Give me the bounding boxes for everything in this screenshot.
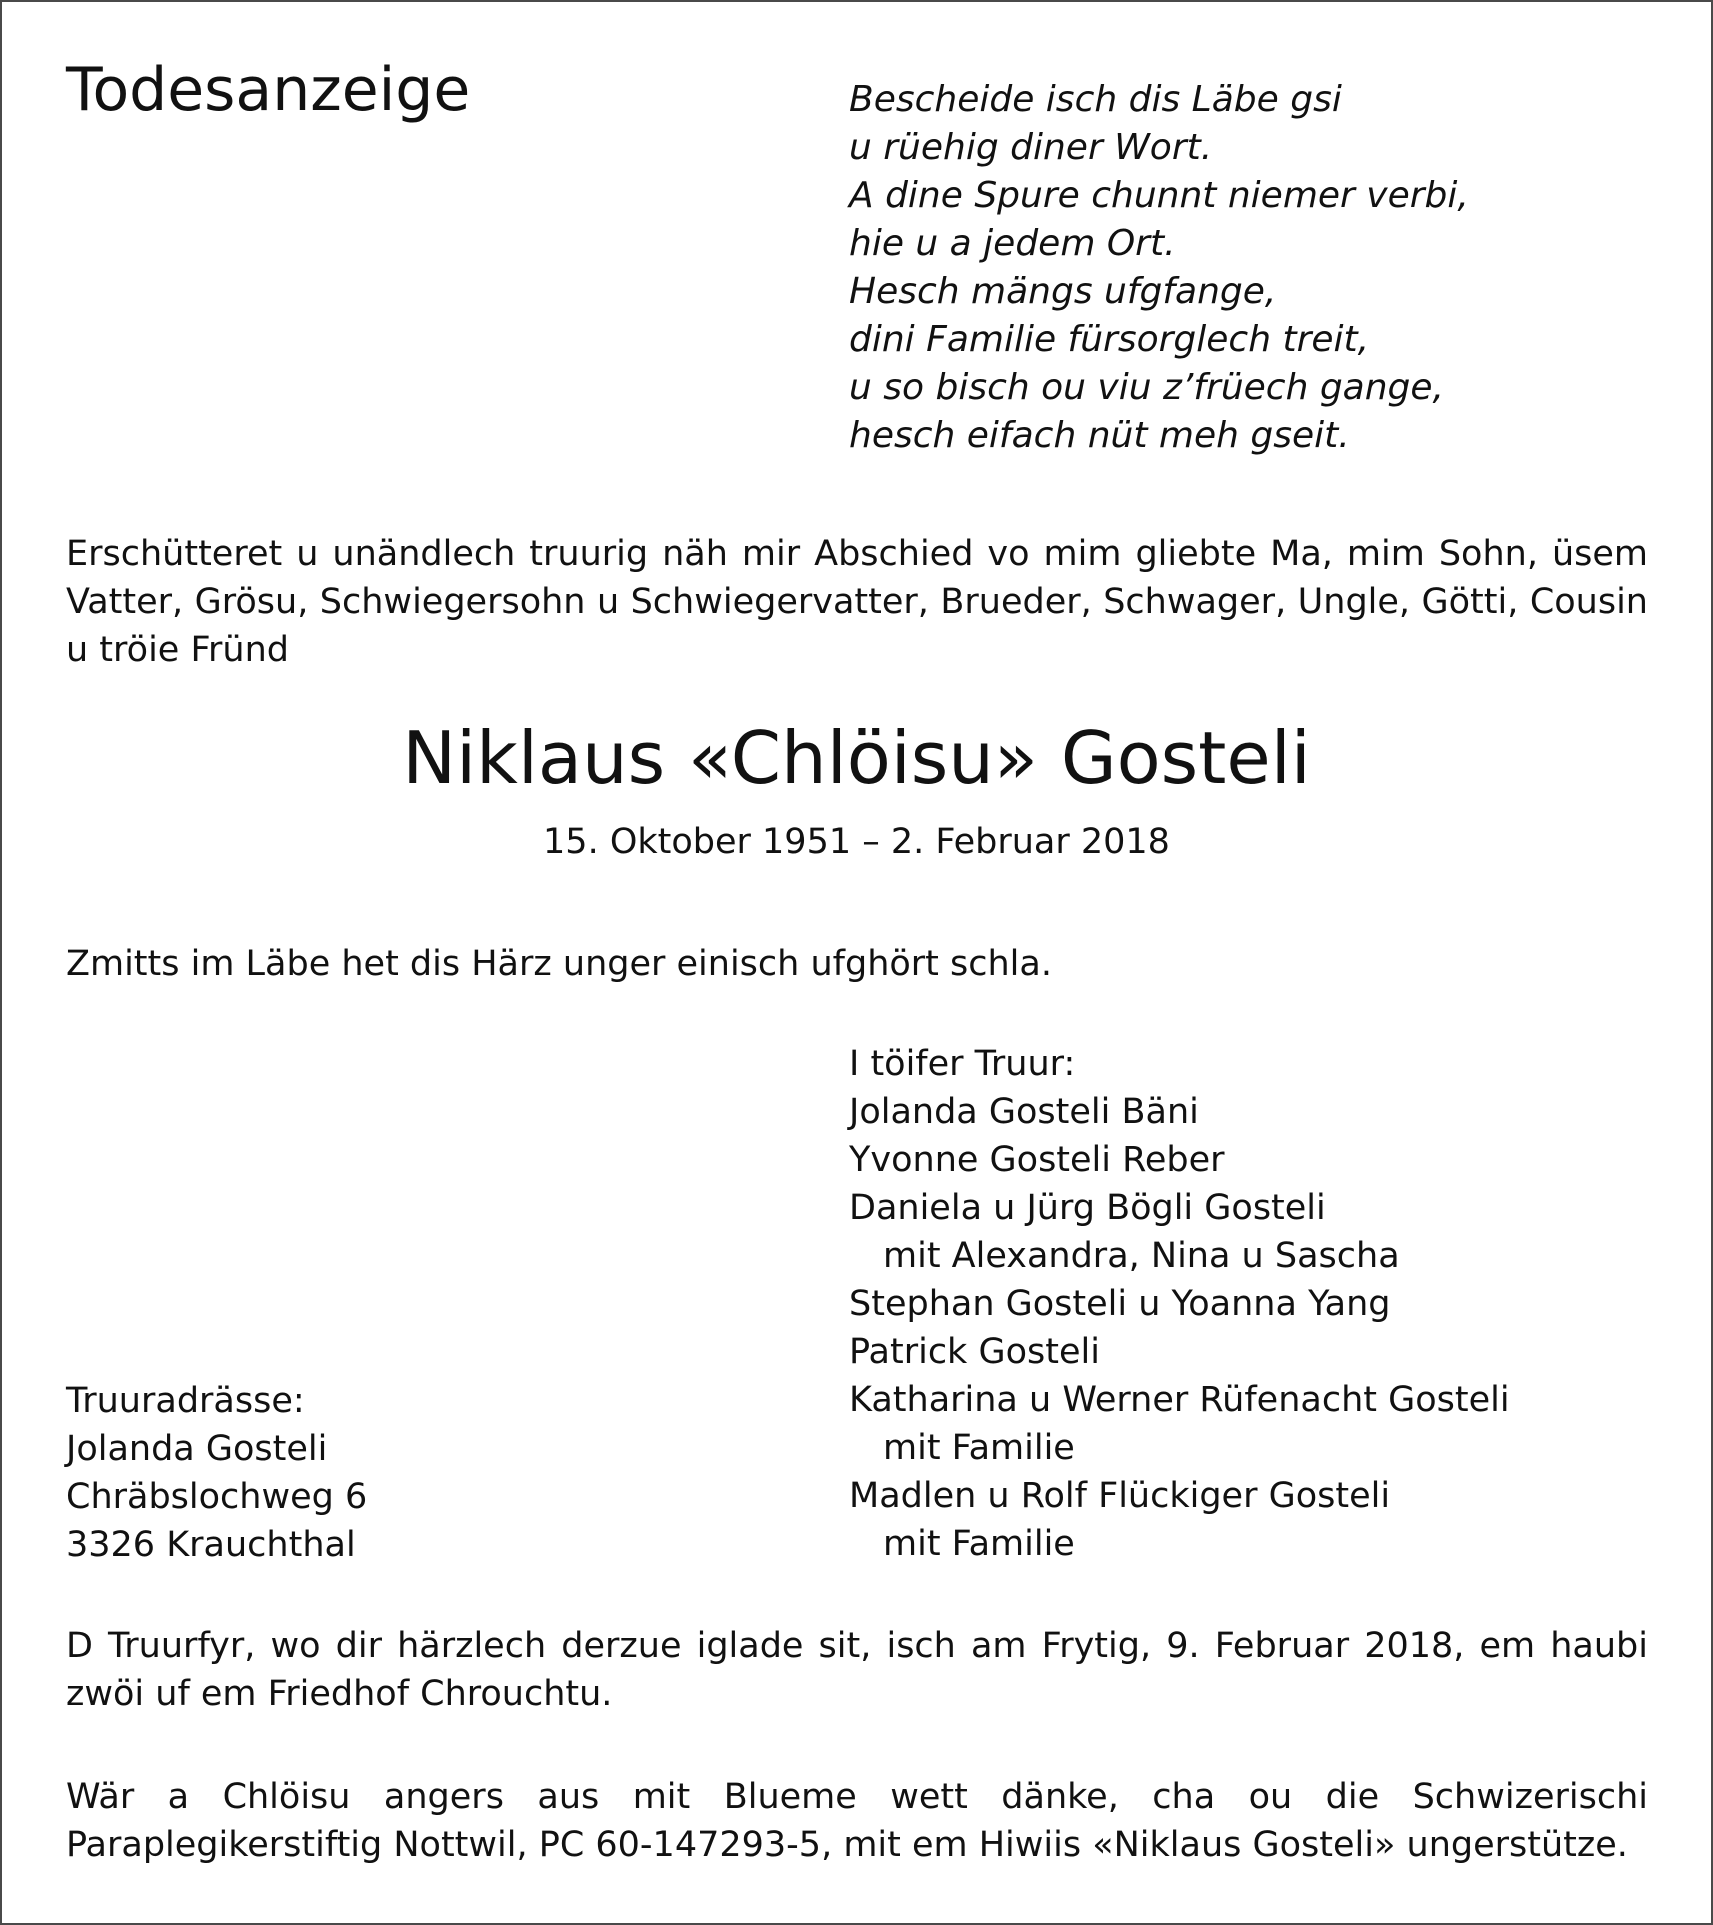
poem-line: Bescheide isch dis Läbe gsi (849, 79, 1342, 120)
mourner-entry: mit Familie (883, 1524, 1075, 1564)
address-heading: Truuradrässe: (66, 1381, 305, 1421)
mourners-heading: I töifer Truur: (849, 1044, 1076, 1084)
poem-line: hie u a jedem Ort. (849, 223, 1176, 264)
poem-line: u rüehig diner Wort. (849, 127, 1213, 168)
mourner-entry: Yvonne Gosteli Reber (849, 1140, 1225, 1180)
poem-line: dini Familie fürsorglech treit, (849, 319, 1370, 360)
poem-line: u so bisch ou viu z’früech gange, (849, 367, 1445, 408)
address-name: Jolanda Gosteli (66, 1429, 328, 1469)
mourner-entry: Stephan Gosteli u Yoanna Yang (849, 1284, 1391, 1324)
poem-line: A dine Spure chunnt niemer verbi, (849, 175, 1469, 216)
mourning-address (66, 1377, 367, 1569)
mourner-entry: Katharina u Werner Rüfenacht Gosteli (849, 1380, 1510, 1420)
donation-notice: Wär a Chlöisu angers aus mit Blueme wett dänke, cha ou die Schwizerischi Paraplegikerstiftig Nottwil, PC 60-147293-5, mit em Hiwiis «Niklaus Gosteli» ungerstütze. (66, 1777, 1648, 1865)
intro-paragraph: Erschütteret u unändlech truurig näh mir Abschied vo mim gliebte Ma, mim Sohn, üsem Vatter, Grösu, Schwiegersohn u Schwiegervatter, Brueder, Schwager, Ungle, Götti, Cousin u tröie Fründ (66, 534, 1648, 670)
mourner-entry: Madlen u Rolf Flückiger Gosteli (849, 1476, 1391, 1516)
funeral-notice: D Truurfyr, wo dir härzlech derzue iglade sit, isch am Frytig, 9. Februar 2018, em haubi zwöi uf em Friedhof Chrouchtu. (66, 1626, 1648, 1714)
mourner-entry: Daniela u Jürg Bögli Gosteli (849, 1188, 1326, 1228)
mourner-entry: Patrick Gosteli (849, 1332, 1100, 1372)
deceased-name: Niklaus «Chlöisu» Gosteli (402, 716, 1311, 800)
mourner-entry: Jolanda Gosteli Bäni (849, 1092, 1199, 1132)
poem (849, 76, 1469, 460)
mourner-entry: mit Familie (883, 1428, 1075, 1468)
address-city: 3326 Krauchthal (66, 1525, 356, 1565)
poem-line: hesch eifach nüt meh gseit. (849, 415, 1350, 456)
page-title: Todesanzeige (66, 55, 471, 125)
mourner-entry: mit Alexandra, Nina u Sascha (883, 1236, 1400, 1276)
mourners-list (849, 1040, 1510, 1568)
address-street: Chräbslochweg 6 (66, 1477, 368, 1517)
heart-sentence: Zmitts im Läbe het dis Härz unger einisch ufghört schla. (66, 944, 1052, 984)
poem-line: Hesch mängs ufgfange, (849, 271, 1277, 312)
life-dates: 15. Oktober 1951 – 2. Februar 2018 (543, 822, 1170, 862)
